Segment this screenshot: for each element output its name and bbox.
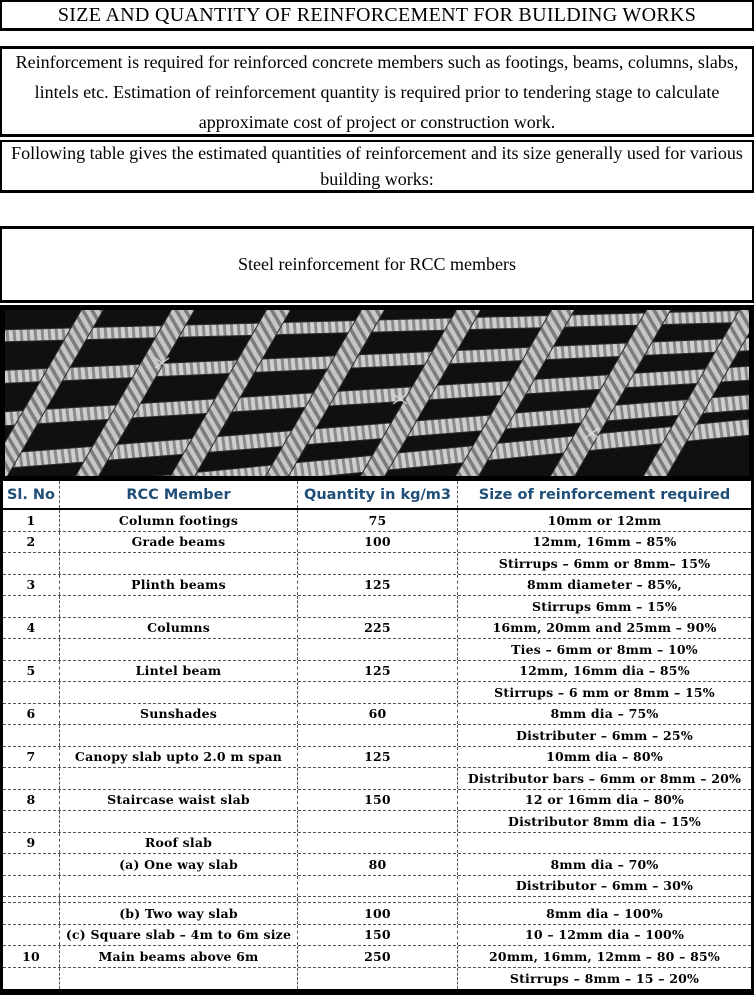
table-cell (3, 639, 60, 660)
table-row (3, 553, 751, 575)
table-cell: 150 (298, 790, 458, 811)
table-note: Following table gives the estimated quantities of reinforcement and its size generally used for various building works: (11, 143, 743, 189)
table-cell (60, 897, 298, 902)
image-caption-box (0, 226, 754, 303)
table-cell (3, 768, 60, 789)
table-cell: 8mm dia – 70% (550, 856, 659, 872)
table-cell: 75 (298, 510, 458, 531)
table-cell (3, 811, 60, 832)
rebar-mesh-illustration (5, 310, 749, 476)
header-rcc-member: RCC Member (60, 481, 298, 508)
table-cell: Stirrups – 8mm – 15 – 20% (509, 970, 700, 986)
table-cell: 12mm, 16mm – 85% (532, 534, 677, 550)
table-cell: 3 (3, 575, 60, 596)
table-cell: Canopy slab upto 2.0 m span (60, 747, 298, 768)
table-cell (298, 596, 458, 617)
table-cell: 4 (3, 618, 60, 639)
table-cell (3, 903, 60, 924)
table-cell: 125 (298, 661, 458, 682)
table-cell (60, 682, 298, 703)
table-cell: Plinth beams (60, 575, 298, 596)
table-cell (3, 596, 60, 617)
table-row (3, 704, 751, 726)
table-cell: 125 (298, 747, 458, 768)
table-row (3, 946, 751, 968)
table-cell: Distributor – 6mm – 30% (515, 878, 694, 894)
table-cell (60, 596, 298, 617)
table-cell (298, 811, 458, 832)
intro-paragraph: Reinforcement is required for reinforced concrete members such as footings, beams, columns, slabs, lintels etc. Estimation of reinforcement quantity is required prior to tendering stage to calculate approximate cost of project or construction work. (15, 51, 739, 132)
table-cell (3, 553, 60, 574)
table-cell: 7 (3, 747, 60, 768)
table-row (3, 682, 751, 704)
table-row (3, 854, 751, 876)
table-cell: 150 (298, 925, 458, 946)
reinforcement-table-body (3, 510, 751, 989)
table-row (3, 811, 751, 833)
table-cell (60, 553, 298, 574)
table-row (3, 532, 751, 554)
table-cell: Staircase waist slab (60, 790, 298, 811)
table-cell (298, 968, 458, 990)
table-row (3, 618, 751, 640)
table-cell: 10mm or 12mm (547, 512, 662, 528)
table-cell (298, 639, 458, 660)
header-quantity: Quantity in kg/m3 (298, 481, 458, 508)
table-row (3, 833, 751, 855)
table-cell: 2 (3, 532, 60, 553)
table-cell (3, 897, 60, 902)
table-row (3, 747, 751, 769)
intro-paragraph-box (0, 46, 754, 137)
table-cell: Ties – 6mm or 8mm – 10% (511, 641, 698, 657)
table-row (3, 596, 751, 618)
table-cell (3, 854, 60, 875)
table-cell: (c) Square slab – 4m to 6m size (60, 925, 298, 946)
header-size-required: Size of reinforcement required (478, 486, 731, 503)
reinforcement-table (0, 481, 754, 995)
table-cell: 8mm dia – 100% (546, 905, 663, 921)
table-cell: 9 (3, 833, 60, 854)
table-cell: 225 (298, 618, 458, 639)
table-cell: Column footings (60, 510, 298, 531)
table-cell (298, 833, 458, 854)
table-cell: Distributor bars – 6mm or 8mm – 20% (467, 770, 742, 786)
table-cell: Stirrups – 6 mm or 8mm – 15% (494, 684, 715, 700)
table-cell: 250 (298, 946, 458, 967)
document-title-box (0, 0, 754, 31)
document-title: SIZE AND QUANTITY OF REINFORCEMENT FOR BUILDING WORKS (57, 3, 697, 26)
table-cell: Roof slab (60, 833, 298, 854)
table-cell: 20mm, 16mm, 12mm – 80 – 85% (489, 948, 720, 964)
table-cell: Distributor 8mm dia – 15% (508, 813, 701, 829)
table-cell: 8mm dia – 75% (550, 706, 659, 722)
table-cell: 100 (298, 532, 458, 553)
table-cell (3, 725, 60, 746)
table-row (3, 725, 751, 747)
table-cell (3, 968, 60, 990)
table-cell (60, 876, 298, 897)
table-cell (60, 768, 298, 789)
table-row (3, 968, 751, 990)
table-cell: 80 (298, 854, 458, 875)
table-cell: 125 (298, 575, 458, 596)
table-cell (298, 553, 458, 574)
table-cell (298, 876, 458, 897)
table-cell: (a) One way slab (60, 854, 298, 875)
table-cell: 6 (3, 704, 60, 725)
table-cell: 10 (3, 946, 60, 967)
table-cell (3, 925, 60, 946)
table-cell (3, 876, 60, 897)
table-cell (298, 897, 458, 902)
table-cell (60, 639, 298, 660)
table-cell (60, 725, 298, 746)
table-cell (60, 968, 298, 990)
table-cell: Sunshades (60, 704, 298, 725)
table-row (3, 661, 751, 683)
table-cell: Lintel beam (60, 661, 298, 682)
table-row (3, 903, 751, 925)
table-cell (298, 725, 458, 746)
table-cell: 60 (298, 704, 458, 725)
table-cell: 8mm diameter – 85%, (527, 577, 682, 593)
table-cell: 12 or 16mm dia – 80% (524, 792, 685, 808)
table-cell (298, 768, 458, 789)
table-row (3, 575, 751, 597)
table-cell: 1 (3, 510, 60, 531)
header-sl-no: Sl. No (3, 481, 60, 508)
table-cell: 10mm dia – 80% (546, 749, 663, 765)
table-cell: Columns (60, 618, 298, 639)
table-row (3, 768, 751, 790)
table-cell (458, 833, 751, 854)
table-cell: 10 – 12mm dia – 100% (524, 927, 685, 943)
table-cell (3, 682, 60, 703)
table-cell (60, 811, 298, 832)
image-caption: Steel reinforcement for RCC members (238, 254, 516, 274)
table-cell: Stirrups 6mm – 15% (532, 598, 677, 614)
table-cell: Stirrups – 6mm or 8mm– 15% (498, 555, 711, 571)
table-cell: 12mm, 16mm dia – 85% (519, 663, 690, 679)
table-row (3, 925, 751, 947)
table-row (3, 510, 751, 532)
table-cell: Distributer – 6mm – 25% (516, 727, 693, 743)
table-cell: (b) Two way slab (60, 903, 298, 924)
table-cell: 16mm, 20mm and 25mm – 90% (492, 620, 717, 636)
rebar-photo (0, 305, 754, 481)
table-header-row (3, 481, 751, 510)
table-row (3, 876, 751, 898)
table-note-box (0, 140, 754, 193)
table-cell: 8 (3, 790, 60, 811)
table-cell: Main beams above 6m (60, 946, 298, 967)
table-row (3, 790, 751, 812)
table-cell: 5 (3, 661, 60, 682)
table-row (3, 639, 751, 661)
table-cell: 100 (298, 903, 458, 924)
table-cell: Grade beams (60, 532, 298, 553)
table-cell (458, 897, 751, 902)
table-cell (298, 682, 458, 703)
